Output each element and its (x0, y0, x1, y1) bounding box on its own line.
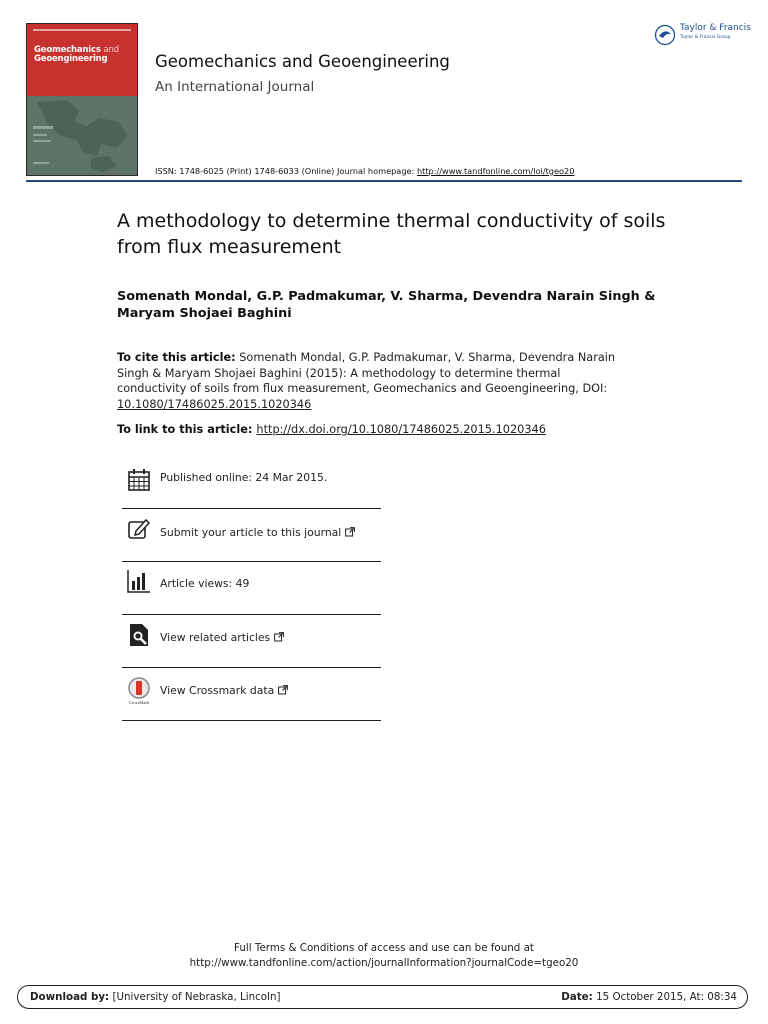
cover-title-and: and (103, 45, 119, 55)
journal-cover-image (26, 23, 138, 176)
download-info-bar (17, 985, 748, 1009)
cover-title-line2: Geoengineering (34, 54, 108, 64)
external-link-icon (345, 527, 355, 537)
cover-map-graphic (27, 96, 137, 176)
download-by: Download by: [University of Nebraska, Lincoln] (30, 991, 281, 1003)
article-title: A methodology to determine thermal conductivity of soils from flux measurement (117, 210, 666, 258)
submit-article-label[interactable]: Submit your article to this journal (160, 526, 355, 539)
crossmark-row[interactable] (122, 668, 381, 721)
submit-article-row[interactable] (122, 509, 381, 562)
cover-title (34, 46, 119, 64)
issn-line (155, 166, 574, 176)
header-divider (26, 180, 742, 182)
link-label: To link to this article: (117, 423, 253, 436)
cover-red-band (27, 24, 137, 96)
journal-title: Geomechanics and Geoengineering (155, 52, 450, 71)
published-online-row (122, 456, 381, 509)
edit-icon (127, 517, 151, 541)
publisher-group: Taylor & Francis Group (680, 35, 731, 40)
crossmark-icon (126, 677, 152, 705)
cover-top-line (33, 29, 131, 31)
article-views-row (122, 562, 381, 615)
cover-title-line1: Geomechanics (34, 45, 101, 55)
citation-block (117, 350, 627, 412)
article-authors: Somenath Mondal, G.P. Padmakumar, V. Sharma, Devendra Narain Singh & Maryam Shojaei Baghini (117, 289, 656, 321)
search-document-icon (127, 623, 151, 647)
published-online-label: Published online: 24 Mar 2015. (160, 471, 328, 484)
crossmark-badge-text: CrossMark (128, 700, 150, 705)
issn-text: ISSN: 1748-6025 (Print) 1748-6033 (Online) Journal homepage: (155, 166, 415, 176)
article-views-label: Article views: 49 (160, 577, 250, 590)
publisher-logo[interactable] (654, 22, 751, 48)
publisher-name: Taylor & Francis (680, 23, 751, 33)
cite-label: To cite this article: (117, 351, 236, 364)
cite-text: Somenath Mondal, G.P. Padmakumar, V. Sharma, Devendra Narain Singh & Maryam Shojaei Baghini (2015): A methodology to determine thermal conductivity of soils from flux measurement, Geomechanics and Geoengineering, DOI: (117, 351, 616, 395)
external-link-icon (278, 685, 288, 695)
journal-homepage-link[interactable]: http://www.tandfonline.com/loi/tgeo20 (416, 166, 575, 176)
terms-notice (0, 941, 768, 971)
related-articles-row[interactable] (122, 615, 381, 668)
terms-line-1: Full Terms & Conditions of access and use can be found at (234, 942, 534, 954)
crossmark-label[interactable]: View Crossmark data (160, 684, 288, 697)
download-date: Date: 15 October 2015, At: 08:34 (561, 991, 737, 1003)
article-info-list (122, 456, 381, 721)
cite-doi-link[interactable]: 10.1080/17486025.2015.1020346 (117, 397, 312, 411)
terms-url[interactable]: http://www.tandfonline.com/action/journalInformation?journalCode=tgeo20 (189, 957, 579, 969)
link-block (117, 422, 677, 437)
bar-chart-icon (127, 569, 151, 593)
calendar-icon (127, 468, 151, 492)
publisher-emblem-icon (654, 24, 676, 46)
related-articles-label[interactable]: View related articles (160, 631, 284, 644)
external-link-icon (274, 632, 284, 642)
doi-link[interactable]: http://dx.doi.org/10.1080/17486025.2015.1020346 (256, 423, 546, 436)
journal-subtitle: An International Journal (155, 79, 315, 95)
